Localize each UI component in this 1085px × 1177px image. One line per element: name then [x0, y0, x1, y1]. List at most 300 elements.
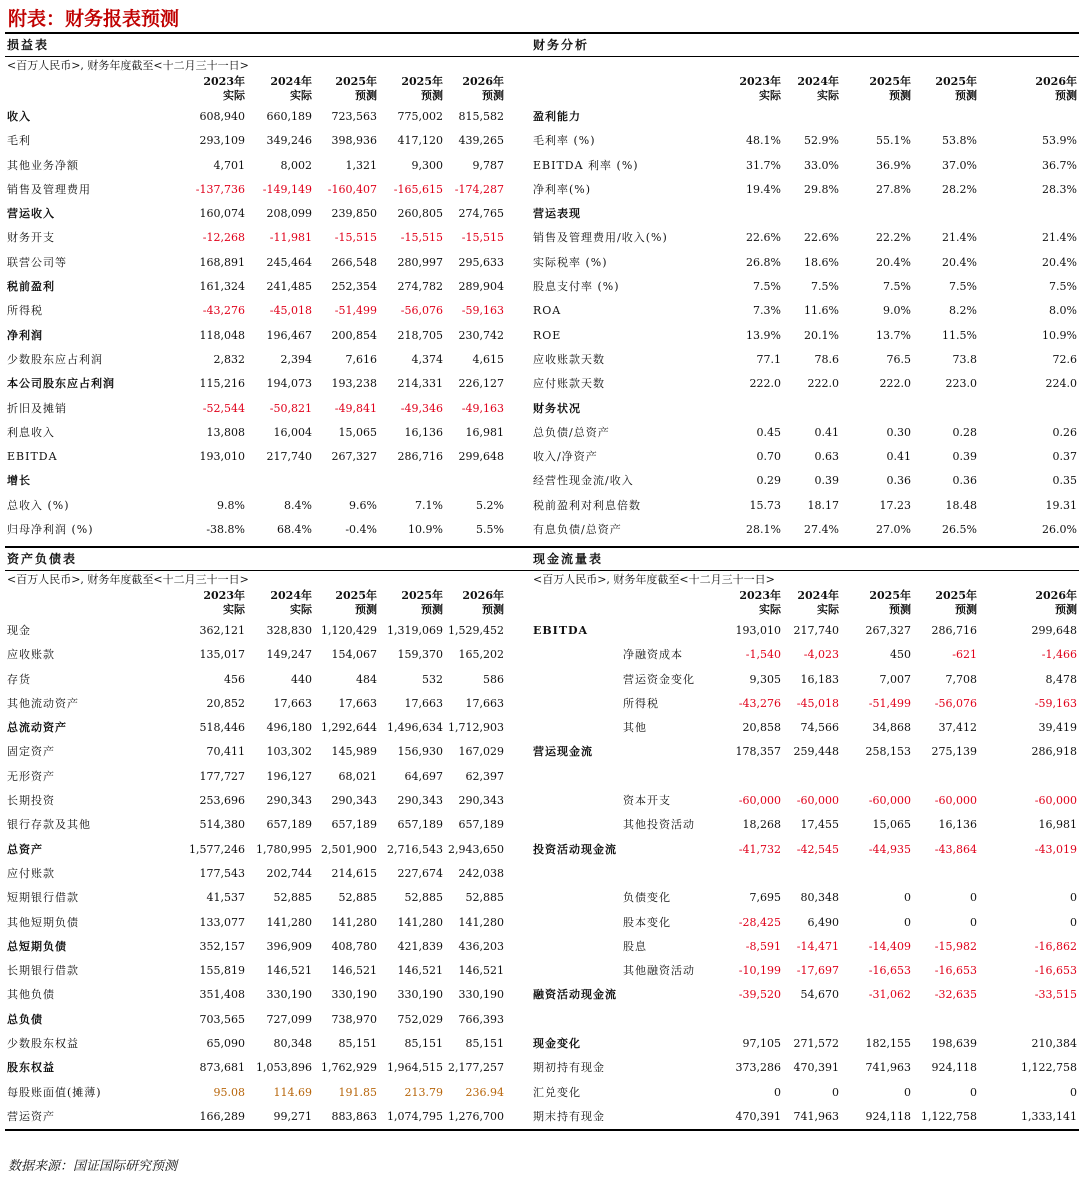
row-label: 增长: [7, 474, 31, 488]
row-label: 应付账款: [7, 866, 55, 880]
table-row: [531, 421, 1079, 445]
row-value: 17,663: [404, 696, 443, 710]
row-value: 0.39: [814, 474, 839, 488]
row-value: 2,832: [213, 352, 245, 366]
year-header: 2023年 实际: [203, 589, 245, 616]
row-value: 703,565: [199, 1012, 245, 1026]
row-value: 114.69: [273, 1085, 312, 1099]
year-header: 2023年 实际: [739, 589, 781, 616]
ratios-title: 财务分析: [531, 32, 1079, 57]
row-value: -49,841: [334, 401, 377, 415]
table-row: [531, 886, 1079, 910]
row-value: 52,885: [465, 891, 504, 905]
row-value: 20.4%: [876, 255, 911, 269]
table-row: [531, 1105, 1079, 1129]
row-value: 421,839: [397, 939, 443, 953]
row-value: 0: [1070, 1085, 1077, 1099]
row-value: 8.4%: [284, 498, 312, 512]
row-value: 9,305: [749, 672, 781, 686]
row-value: 741,963: [793, 1109, 839, 1123]
row-value: 1,120,429: [321, 624, 377, 637]
row-value: -41,732: [738, 842, 781, 856]
row-label: 本公司股东应占利润: [7, 377, 115, 391]
table-row: [5, 935, 534, 959]
row-value: 0.70: [756, 450, 781, 464]
row-label: 其他流动资产: [7, 696, 79, 710]
row-value: 15,065: [872, 818, 911, 832]
cashflow-unit: <百万人民币>, 财务年度截至<十二月三十一日>: [533, 573, 775, 586]
table-row: [5, 692, 534, 716]
row-value: 196,467: [266, 328, 312, 342]
row-label: 融资活动现金流: [533, 988, 617, 1002]
row-value: 7,007: [879, 672, 911, 686]
row-label: ROA: [533, 304, 562, 318]
table-row: [531, 518, 1079, 542]
ratios-year-header: [531, 75, 1079, 105]
balance-title: 资产负债表: [5, 546, 534, 571]
row-value: 727,099: [266, 1012, 312, 1026]
row-value: 48.1%: [746, 134, 781, 148]
row-value: 26.0%: [1042, 523, 1077, 537]
row-value: 0: [774, 1085, 781, 1099]
row-label: 投资活动现金流: [533, 842, 617, 856]
year-header: 2024年 实际: [270, 589, 312, 616]
row-value: 230,742: [458, 328, 504, 342]
row-value: -49,163: [461, 401, 504, 415]
row-value: 1,712,903: [448, 721, 504, 735]
year-header: 2025年 预测: [935, 589, 977, 616]
table-row: [531, 643, 1079, 667]
row-value: 330,190: [397, 988, 443, 1002]
table-row: [531, 397, 1079, 421]
table-row: [531, 668, 1079, 692]
row-value: 177,543: [199, 866, 245, 880]
row-value: 2,943,650: [448, 842, 504, 856]
row-value: 657,189: [266, 818, 312, 832]
table-row: [531, 129, 1079, 153]
row-value: 4,701: [213, 158, 245, 172]
row-value: 16,183: [800, 672, 839, 686]
row-value: 290,343: [397, 794, 443, 808]
row-value: 0.37: [1052, 450, 1077, 464]
row-label: 所得税: [7, 304, 43, 318]
row-value: 141,280: [397, 915, 443, 929]
row-value: 160,074: [199, 207, 245, 221]
row-value: 660,189: [266, 110, 312, 123]
row-value: 2,716,543: [387, 842, 443, 856]
income-rows: [5, 105, 534, 542]
row-value: 274,782: [397, 280, 443, 294]
row-value: 161,324: [199, 280, 245, 294]
row-value: 924,118: [865, 1109, 911, 1123]
table-row: [531, 348, 1079, 372]
row-label: 总收入 (%): [7, 498, 70, 512]
row-value: -51,499: [868, 696, 911, 710]
row-value: 7.1%: [415, 498, 443, 512]
row-value: 352,157: [199, 939, 245, 953]
row-value: 16,981: [1038, 818, 1077, 832]
row-value: 330,190: [331, 988, 377, 1002]
row-value: 222.0: [879, 377, 911, 391]
table-row: [5, 299, 534, 323]
row-value: -56,076: [934, 696, 977, 710]
row-value: 608,940: [199, 110, 245, 123]
row-value: 149,247: [266, 648, 312, 662]
row-value: 0.30: [886, 425, 911, 439]
row-value: -52,544: [202, 401, 245, 415]
row-value: 258,153: [865, 745, 911, 759]
row-value: 299,648: [458, 450, 504, 464]
row-label: 净利率(%): [533, 182, 592, 196]
row-label: 其他: [623, 721, 647, 735]
row-value: 7.5%: [949, 280, 977, 294]
year-header: 2024年 实际: [797, 75, 839, 102]
row-value: 274,765: [458, 207, 504, 221]
table-row: [531, 299, 1079, 323]
row-value: -1,466: [1041, 648, 1077, 662]
table-row: [5, 445, 534, 469]
row-value: 15.73: [749, 498, 781, 512]
balance-year-header: [5, 589, 534, 619]
row-value: 470,391: [735, 1109, 781, 1123]
year-header: 2025年 预测: [935, 75, 977, 102]
row-label: 存货: [7, 672, 31, 686]
row-value: 20.1%: [804, 328, 839, 342]
table-row: [531, 1032, 1079, 1056]
row-value: 417,120: [397, 134, 443, 148]
row-value: -59,163: [461, 304, 504, 318]
row-value: 286,716: [397, 450, 443, 464]
row-value: 5.5%: [476, 523, 504, 537]
year-header: 2025年 预测: [335, 75, 377, 102]
row-value: 0: [1070, 891, 1077, 905]
balance-rows: [5, 619, 534, 1131]
row-value: 657,189: [331, 818, 377, 832]
row-value: 85,151: [404, 1037, 443, 1051]
table-row: [531, 838, 1079, 862]
row-value: 286,918: [1031, 745, 1077, 759]
row-value: 290,343: [458, 794, 504, 808]
table-row: [5, 619, 534, 643]
row-label: 税前盈利: [7, 280, 55, 294]
row-value: 178,357: [735, 745, 781, 759]
row-value: -165,615: [393, 182, 443, 196]
table-row: [5, 129, 534, 153]
table-row: [5, 154, 534, 178]
row-label: 实际税率 (%): [533, 255, 608, 269]
row-value: -1,540: [745, 648, 781, 662]
row-value: 168,891: [199, 255, 245, 269]
row-label: 应收账款: [7, 648, 55, 662]
row-value: -39,520: [738, 988, 781, 1002]
table-row: [531, 494, 1079, 518]
row-label: 股息: [623, 939, 647, 953]
row-value: 330,190: [266, 988, 312, 1002]
row-value: 52,885: [273, 891, 312, 905]
year-header: 2025年 预测: [869, 75, 911, 102]
row-value: 0: [904, 915, 911, 929]
row-value: 0: [970, 915, 977, 929]
row-label: EBITDA 利率 (%): [533, 158, 639, 172]
table-row: [5, 421, 534, 445]
row-value: 194,073: [266, 377, 312, 391]
row-value: 8.2%: [949, 304, 977, 318]
table-row: [5, 1008, 534, 1032]
row-value: 1,762,929: [321, 1061, 377, 1075]
table-row: [531, 202, 1079, 226]
row-value: 924,118: [931, 1061, 977, 1075]
year-header: 2023年 实际: [203, 75, 245, 102]
row-value: 20.4%: [942, 255, 977, 269]
row-value: 17,455: [800, 818, 839, 832]
row-value: 0.35: [1052, 474, 1077, 488]
row-value: 351,408: [199, 988, 245, 1002]
row-value: -16,653: [868, 964, 911, 978]
table-row: [531, 911, 1079, 935]
row-value: 218,705: [397, 328, 443, 342]
table-row: [531, 862, 1079, 886]
table-row: [5, 911, 534, 935]
row-value: 193,238: [331, 377, 377, 391]
row-label: 应收账款天数: [533, 352, 605, 366]
row-value: 362,121: [199, 624, 245, 637]
row-value: -31,062: [868, 988, 911, 1002]
row-value: 4,374: [411, 352, 443, 366]
cashflow-rows: [531, 619, 1079, 1131]
row-value: 78.6: [814, 352, 839, 366]
row-label: 折旧及摊销: [7, 401, 67, 415]
table-row: [5, 716, 534, 740]
row-value: 68,021: [338, 769, 377, 783]
year-header: 2025年 预测: [869, 589, 911, 616]
row-value: 1,529,452: [448, 624, 504, 637]
row-value: 39,419: [1038, 721, 1077, 735]
row-value: 19.4%: [746, 182, 781, 196]
row-value: -43,864: [934, 842, 977, 856]
row-value: 766,393: [458, 1012, 504, 1026]
year-header: 2025年 预测: [401, 589, 443, 616]
row-value: 16,981: [465, 425, 504, 439]
table-row: [5, 862, 534, 886]
table-row: [5, 813, 534, 837]
row-label: 现金: [7, 624, 31, 637]
table-row: [5, 740, 534, 764]
cashflow-year-header: [531, 589, 1079, 619]
row-value: 17,663: [465, 696, 504, 710]
row-label: 营运表现: [533, 207, 581, 221]
row-value: 7.5%: [753, 280, 781, 294]
row-value: -43,276: [202, 304, 245, 318]
row-value: 271,572: [793, 1037, 839, 1051]
row-value: -15,515: [400, 231, 443, 245]
row-label: 总短期负债: [7, 939, 67, 953]
row-value: -15,515: [334, 231, 377, 245]
row-value: 252,354: [331, 280, 377, 294]
table-row: [5, 348, 534, 372]
row-value: 52,885: [404, 891, 443, 905]
row-value: 7.5%: [1049, 280, 1077, 294]
year-header: 2023年 实际: [739, 75, 781, 102]
row-label: 汇兑变化: [533, 1085, 581, 1099]
row-label: 股息支付率 (%): [533, 280, 620, 294]
row-value: -160,407: [327, 182, 377, 196]
row-value: 1,292,644: [321, 721, 377, 735]
table-row: [5, 518, 534, 542]
row-value: 85,151: [338, 1037, 377, 1051]
row-value: 6,490: [807, 915, 839, 929]
row-value: 280,997: [397, 255, 443, 269]
row-label: 毛利率 (%): [533, 134, 596, 148]
table-row: [5, 469, 534, 493]
row-value: 214,331: [397, 377, 443, 391]
table-row: [5, 275, 534, 299]
row-value: 873,681: [199, 1061, 245, 1075]
row-value: 226,127: [458, 377, 504, 391]
row-value: 193,010: [735, 624, 781, 637]
row-value: 1,321: [345, 158, 377, 172]
row-value: -621: [952, 648, 977, 662]
row-label: 长期投资: [7, 794, 55, 808]
row-value: 80,348: [800, 891, 839, 905]
row-value: 17.23: [879, 498, 911, 512]
table-row: [5, 397, 534, 421]
row-label: 收入: [7, 110, 31, 123]
row-value: 484: [356, 672, 377, 686]
row-value: 223.0: [945, 377, 977, 391]
row-label: 期初持有现金: [533, 1061, 605, 1075]
table-row: [5, 886, 534, 910]
row-value: 15,065: [338, 425, 377, 439]
table-row: [531, 765, 1079, 789]
row-value: 36.7%: [1042, 158, 1077, 172]
row-value: 0.39: [952, 450, 977, 464]
year-header: 2024年 实际: [797, 589, 839, 616]
row-value: -60,000: [934, 794, 977, 808]
row-value: 196,127: [266, 769, 312, 783]
row-value: 0.29: [756, 474, 781, 488]
row-value: 28.2%: [942, 182, 977, 196]
row-value: 7.3%: [753, 304, 781, 318]
row-value: 166,289: [199, 1109, 245, 1123]
year-header: 2025年 预测: [401, 75, 443, 102]
row-value: 883,863: [331, 1109, 377, 1123]
row-value: 0: [904, 891, 911, 905]
row-value: 118,048: [199, 328, 245, 342]
row-value: 22.6%: [804, 231, 839, 245]
table-row: [5, 1081, 534, 1105]
row-value: 156,930: [397, 745, 443, 759]
table-row: [531, 105, 1079, 129]
row-value: -60,000: [796, 794, 839, 808]
row-value: 752,029: [397, 1012, 443, 1026]
row-value: -51,499: [334, 304, 377, 318]
row-value: 99,271: [273, 1109, 312, 1123]
row-value: 275,139: [931, 745, 977, 759]
row-value: 146,521: [331, 964, 377, 978]
cashflow-title: 现金流量表: [531, 546, 1079, 571]
row-value: 0.26: [1052, 425, 1077, 439]
row-label: 负债变化: [623, 891, 671, 905]
table-row: [5, 959, 534, 983]
table-row: [5, 668, 534, 692]
row-value: 20.4%: [1042, 255, 1077, 269]
row-value: -16,653: [1034, 964, 1077, 978]
row-value: 245,464: [266, 255, 312, 269]
row-value: 55.1%: [876, 134, 911, 148]
row-value: 200,854: [331, 328, 377, 342]
row-value: 80,348: [273, 1037, 312, 1051]
row-value: -8,591: [745, 939, 781, 953]
income-year-header: [5, 75, 534, 105]
row-value: 396,909: [266, 939, 312, 953]
row-value: 1,053,896: [256, 1061, 312, 1075]
row-label: 其他负债: [7, 988, 55, 1002]
table-row: [5, 789, 534, 813]
row-value: 398,936: [331, 134, 377, 148]
table-row: [531, 813, 1079, 837]
row-value: 146,521: [397, 964, 443, 978]
row-value: -12,268: [202, 231, 245, 245]
row-value: 1,496,634: [387, 721, 443, 735]
table-row: [5, 1032, 534, 1056]
year-header: 2024年 实际: [270, 75, 312, 102]
row-value: 260,805: [397, 207, 443, 221]
row-value: 193,010: [199, 450, 245, 464]
row-value: 68.4%: [277, 523, 312, 537]
row-value: 74,566: [800, 721, 839, 735]
row-label: 归母净利润 (%): [7, 523, 94, 537]
row-value: 299,648: [1031, 624, 1077, 637]
row-value: -43,019: [1034, 842, 1077, 856]
row-value: 64,697: [404, 769, 443, 783]
table-row: [531, 959, 1079, 983]
row-label: 少数股东权益: [7, 1037, 79, 1051]
table-row: [531, 1056, 1079, 1080]
row-label: 长期银行借款: [7, 964, 79, 978]
row-value: 349,246: [266, 134, 312, 148]
row-value: 328,830: [266, 624, 312, 637]
row-value: -33,515: [1034, 988, 1077, 1002]
row-value: 267,327: [331, 450, 377, 464]
row-value: 34,868: [872, 721, 911, 735]
row-value: -45,018: [269, 304, 312, 318]
row-value: 28.3%: [1042, 182, 1077, 196]
balance-unit: <百万人民币>, 财务年度截至<十二月三十一日>: [7, 573, 249, 586]
table-row: [5, 324, 534, 348]
row-label: 财务状况: [533, 401, 581, 415]
row-label: 总资产: [7, 842, 43, 856]
ratio-analysis-panel: [531, 32, 1079, 542]
row-value: -0.4%: [345, 523, 377, 537]
year-header: 2025年 预测: [335, 589, 377, 616]
row-value: 182,155: [865, 1037, 911, 1051]
row-value: 52.9%: [804, 134, 839, 148]
row-label: 财务开支: [7, 231, 55, 245]
cashflow-panel: [531, 546, 1079, 1131]
row-value: 217,740: [266, 450, 312, 464]
row-value: -16,862: [1034, 939, 1077, 953]
row-value: 222.0: [749, 377, 781, 391]
row-value: 28.1%: [746, 523, 781, 537]
row-value: 266,548: [331, 255, 377, 269]
row-value: 241,485: [266, 280, 312, 294]
row-label: 现金变化: [533, 1037, 581, 1051]
row-value: 52,885: [338, 891, 377, 905]
row-value: 0.63: [814, 450, 839, 464]
row-value: 103,302: [266, 745, 312, 759]
row-value: -14,409: [868, 939, 911, 953]
table-row: [5, 372, 534, 396]
